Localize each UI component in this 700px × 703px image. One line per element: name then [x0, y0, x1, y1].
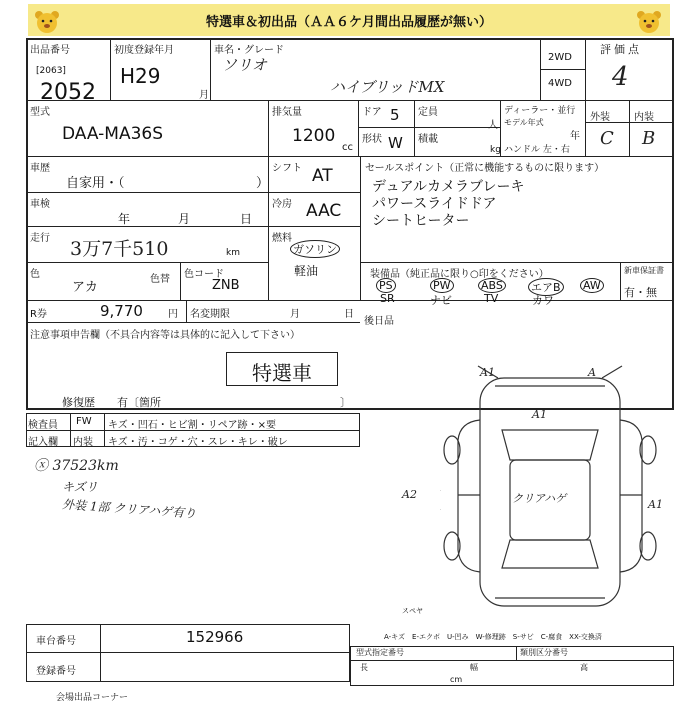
shift-label: シフト [272, 163, 302, 174]
equipment-abs: ABS [478, 278, 506, 293]
score-value: 4 [612, 62, 629, 92]
fuel-alt: 軽油 [294, 264, 319, 278]
registration-month-unit: 月 [199, 90, 209, 101]
plate-label: 登録番号 [36, 666, 76, 677]
model-year-label: モデル年式 [504, 118, 544, 127]
inspection-year-unit: 年 [118, 212, 131, 226]
exterior-label: 外装 [590, 112, 610, 123]
color-code-value: ZNB [212, 278, 240, 293]
equipment-ps: PS [376, 278, 396, 293]
registration-label: 初度登録年月 [114, 45, 174, 56]
equipment-aw: AW [580, 278, 604, 293]
drive-4wd: 4WD [548, 78, 572, 89]
doors-value: 5 [390, 106, 400, 124]
sales-point-item: シートヒーター [372, 213, 470, 229]
model-grade: ハイブリッドMX [330, 78, 445, 96]
model-label: 車名・グレード [214, 45, 284, 56]
handle-label: ハンドル 左・右 [504, 145, 570, 155]
drive-2wd: 2WD [548, 52, 572, 63]
color-code-label: 色コード [184, 269, 224, 280]
history-value: 自家用・（ [66, 176, 125, 191]
spec-col-height: 高 [580, 663, 588, 672]
recycle-value: 9,770 [100, 302, 143, 320]
history-label: 車歴 [30, 163, 50, 174]
damage-mark: A [588, 366, 596, 379]
spec-label-1: 型式指定番号 [356, 648, 404, 657]
capacity-unit: 人 [488, 120, 498, 131]
damage-mark: A1 [648, 498, 663, 511]
warranty-label: 新車保証書 [624, 266, 664, 275]
chassis-value: 152966 [186, 628, 244, 646]
lot-number: 2052 [40, 80, 96, 105]
damage-mark: A1 [532, 408, 547, 421]
history-close: ） [256, 176, 270, 191]
equipment-sr: SR [380, 292, 395, 305]
mileage-unit: km [226, 248, 240, 258]
mileage-label: 走行 [30, 233, 50, 244]
repair-history-close: 〕 [340, 396, 351, 409]
inspector-label: 検査員 [28, 420, 58, 431]
header-title: 特選車＆初出品（ＡＡ６ケ月間出品履歴が無い） [205, 15, 492, 30]
chassis-label: 車台番号 [36, 636, 76, 647]
shape-label: 形状 [362, 134, 382, 145]
damage-note: クリアハゲ [512, 492, 567, 505]
recycle-label: R券 [30, 309, 47, 320]
spec-col-length: 長 [360, 663, 368, 672]
equipment-tv: TV [484, 292, 499, 305]
handwritten-note: ⓧ 37523km [34, 458, 119, 474]
model-name: ソリオ [222, 56, 267, 74]
type-value: DAA-MA36S [62, 124, 164, 144]
shift-value: AT [312, 166, 333, 186]
model-year-unit: 年 [570, 131, 580, 142]
interior-codes: キズ・汚・コゲ・穴・スレ・キレ・破レ [108, 437, 288, 448]
displacement-unit: cc [342, 142, 353, 153]
ac-value: AAC [306, 201, 342, 221]
header-banner [28, 4, 670, 36]
record-label: 記入欄 [28, 437, 58, 448]
exterior-codes: キズ・凹石・ヒビ割・リペア跡・×要 [108, 420, 276, 431]
special-stamp [226, 352, 338, 386]
displacement-label: 排気量 [272, 107, 302, 118]
lot-label: 出品番号 [30, 45, 70, 56]
interior-label: 内装 [634, 112, 654, 123]
ac-label: 冷房 [272, 199, 292, 210]
repair-history: 修復歴 有〔箇所 [62, 396, 161, 409]
shape-value: W [388, 134, 403, 152]
color-label: 色 [30, 269, 40, 280]
doors-label: ドア [362, 107, 382, 118]
type-label: 型式 [30, 107, 50, 118]
fuel-label: 燃料 [272, 233, 292, 244]
spare-note: スペヤ [402, 607, 423, 615]
registration-year: H29 [120, 64, 161, 88]
handwritten-note: 外装 1部 クリアハゲ有り [61, 497, 197, 521]
score-label: 評価点 [600, 43, 642, 56]
rear-seat-label: 後日品 [364, 316, 394, 327]
bear-mascot-icon [636, 10, 662, 34]
equipment-leather: カワ [532, 294, 554, 307]
spec-col-width: 幅 [470, 663, 478, 672]
damage-legend: A-キズ E-エクボ U-凹み W-修理跡 S-サビ C-腐食 XX-交換済 [384, 633, 602, 641]
name-change-month: 月 [290, 309, 300, 320]
equipment-pw: PW [430, 278, 454, 293]
spec-label-2: 類別区分番号 [520, 648, 568, 657]
footer-text: 会場出品コーナー [56, 693, 129, 703]
load-label: 積載 [418, 134, 438, 145]
damage-mark: A2 [402, 488, 417, 501]
name-change-day: 日 [344, 309, 354, 320]
interior-code-label: 内装 [73, 437, 93, 448]
handwritten-note: キズリ [62, 480, 98, 494]
sales-point-item: デュアルカメラブレーキ [372, 179, 525, 195]
lot-sub: [2063] [36, 66, 66, 76]
dealer-label: ディーラー・並行 [504, 106, 576, 116]
exterior-value: C [600, 128, 614, 149]
equipment-airbag: エアB [528, 278, 564, 296]
inspection-label: 車検 [30, 199, 50, 210]
equipment-label: 装備品（純正品に限り○印をください） [370, 269, 549, 280]
fw-label: FW [76, 416, 92, 427]
fuel-value: ガソリン [290, 240, 340, 258]
notes-label: 注意事項申告欄（不具合内容等は具体的に記入して下さい） [30, 330, 300, 341]
color-value: アカ [72, 280, 98, 295]
inspection-day-unit: 日 [240, 212, 253, 226]
color-change-label: 色替 [150, 274, 170, 285]
damage-mark: A1 [480, 366, 495, 379]
sales-points-label: セールスポイント（正常に機能するものに限ります） [365, 163, 605, 174]
mileage-value: 3万7千510 [70, 238, 169, 260]
sales-point-item: パワースライドドア [372, 196, 497, 212]
load-unit: kg [490, 145, 501, 155]
displacement-value: 1200 [292, 126, 336, 146]
inspection-month-unit: 月 [178, 212, 191, 226]
warranty-value: 有・無 [624, 286, 657, 299]
name-change-label: 名変期限 [190, 309, 230, 320]
interior-value: B [642, 128, 656, 149]
special-stamp-text: 特選車 [252, 361, 312, 385]
spec-unit: cm [450, 675, 463, 684]
equipment-navi: ナビ [430, 294, 452, 307]
recycle-unit: 円 [168, 309, 178, 320]
capacity-label: 定員 [418, 107, 438, 118]
